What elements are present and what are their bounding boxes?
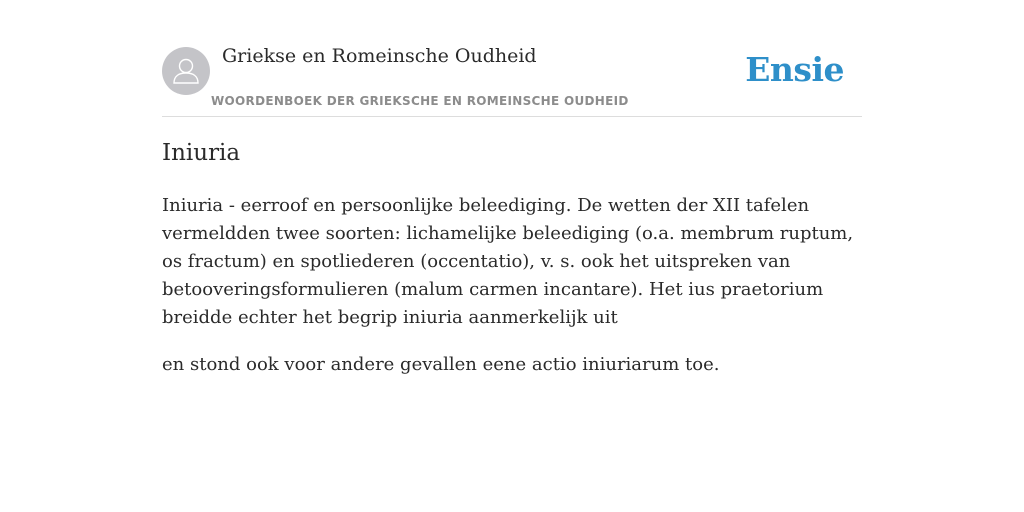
entry-body (162, 192, 862, 398)
entry-paragraph: Iniuria - eerroof en persoonlijke beleediging. De wetten der XII tafelen vermeldden twee soorten: lichamelijke beleediging (o.a. membrum ruptum, os fractum) en spotliederen (occentatio), v. s. ook het uitspreken van betooveringsformulieren (malum carmen incantare). Het ius praetorium breidde echter het begrip iniuria aanmerkelijk uit (162, 195, 854, 328)
ensie-logo[interactable]: Ensie (745, 50, 844, 89)
source-title[interactable]: Griekse en Romeinsche Oudheid (222, 45, 537, 67)
entry-paragraph: en stond ook voor andere gevallen eene actio iniuriarum toe. (162, 354, 720, 375)
entry-title: Iniuria (162, 140, 241, 166)
source-avatar[interactable] (162, 47, 210, 95)
source-subtitle: WOORDENBOEK DER GRIEKSCHE EN ROMEINSCHE OUDHEID (211, 94, 629, 108)
user-silhouette-icon (162, 47, 210, 95)
source-header (162, 40, 862, 117)
